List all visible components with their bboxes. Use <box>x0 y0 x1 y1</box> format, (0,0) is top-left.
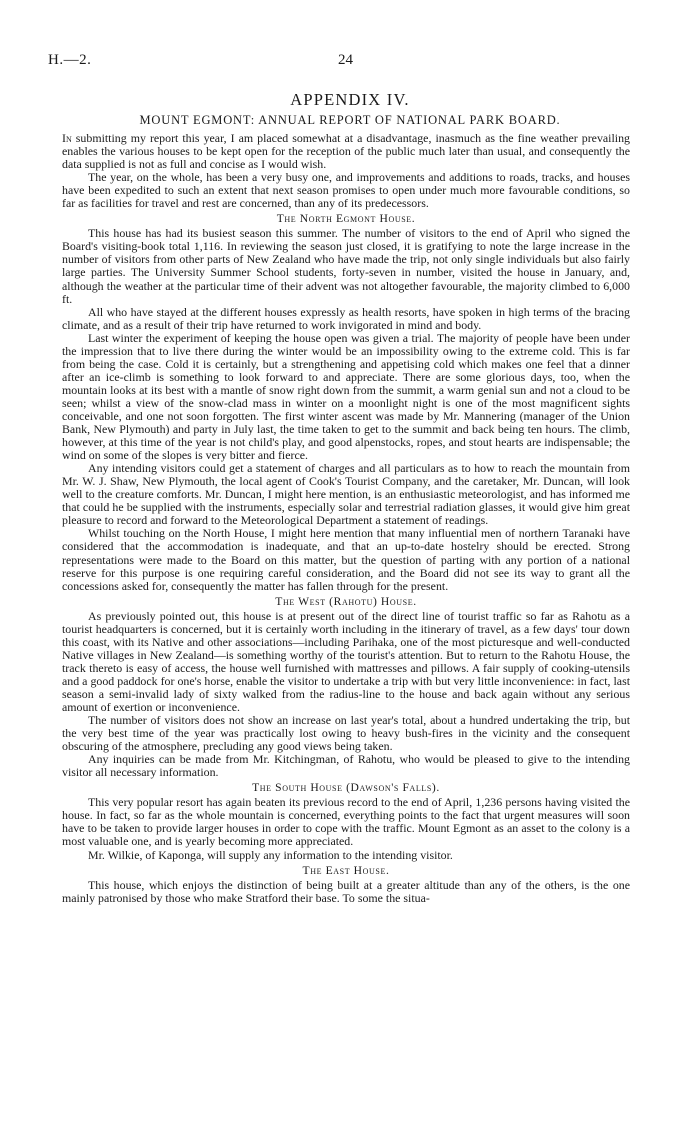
east-paragraph-1: This house, which enjoys the distinction of being built at a greater altitude than any of the others, is the one mainly patronised by those who make Stratford their base. To some the situa- <box>62 877 630 905</box>
north-paragraph-4: Any intending visitors could get a statement of charges and all particulars as to how to reach the mountain from Mr. W. J. Shaw, New Plymouth, the local agent of Cook's Tourist Company, and the caretaker, Mr. Duncan, will look well to the creature comforts. Mr. Duncan, I might here mention, is an enthusiastic meteorologist, and has informed me that could he be supplied with the instruments, especially solar and terrestrial radiation glasses, it would give him great pleasure to record and forward to the Meteorological Department a statement of readings. <box>62 461 630 528</box>
section-heading-north: The North Egmont House. <box>276 212 416 226</box>
section-heading-west: The West (Rahotu) House. <box>275 594 417 608</box>
page-header-reference: H.—2. <box>48 52 92 68</box>
north-paragraph-2: All who have stayed at the different houses expressly as health resorts, have spoken in high terms of the bracing climate, and as a result of their trip have returned to work invigorated in mind and body. <box>62 304 630 332</box>
intro-paragraph-2: The year, on the whole, has been a very busy one, and improvements and additions to roads, tracks, and houses have been expedited to such an extent that next season promises to open under much more favourable conditions, so far as facilities for travel and rest are concerned, than any of its predecessors. <box>62 170 630 211</box>
section-heading-south: The South House (Dawson's Falls). <box>252 781 440 795</box>
west-paragraph-2: The number of visitors does not show an increase on last year's total, about a hundred undertaking the trip, but the very best time of the year was practically lost owing to heavy bush-fires in the vicinity and the consequent obscuring of the atmosphere, precluding any good views being taken. <box>62 713 630 754</box>
section-heading-east: The East House. <box>302 863 390 877</box>
north-paragraph-5: Whilst touching on the North House, I might here mention that many influential men of northern Taranaki have considered that the accommodation is inadequate, and that an up-to-date hostelry should be erected. Strong representations were made to the Board on this matter, but the question of parting with any portion of a national reserve for this purpose is one requiring careful consideration, and the Board did not see its way to grant all the concessions asked for, consequently the matter has fallen through for the present. <box>62 526 630 593</box>
south-paragraph-1: This very popular resort has again beaten its previous record to the end of April, 1,236 persons having visited the house. In fact, so far as the whole mountain is concerned, everything points to the fact that urgent measures will soon have to be taken to provide larger houses in order to cope with the traffic. Mount Egmont as an asset to the colony is a most valuable one, and is yearly becoming more appreciated. <box>62 795 630 849</box>
north-paragraph-1: This house has had its busiest season this summer. The number of visitors to the end of April who signed the Board's visiting-book total 1,116. In reviewing the season just closed, it is gratifying to note the large increase in the number of visitors from other parts of New Zealand who have made the trip, not only single individuals but also fairly large parties. The University Summer School students, forty-seven in number, visited the house in January, and, although the weather at the particular time of their advent was not altogether favourable, the majority climbed to 6,000 ft. <box>62 226 630 306</box>
intro-paragraph-1 <box>62 132 630 171</box>
report-subtitle: MOUNT EGMONT: ANNUAL REPORT OF NATIONAL PARK BOARD. <box>139 113 561 127</box>
appendix-title: APPENDIX IV. <box>290 90 410 109</box>
intro-paragraph-1-text: submitting my report this year, I am placed somewhat at a disadvantage, inasmuch as the fine weather prevailing enables the various houses to be kept open for the reception of the public much later than usual, and consequently the data supplied is not as full and concise as I would wish. <box>62 131 630 172</box>
intro-lead-word: In <box>62 131 72 145</box>
west-paragraph-1: As previously pointed out, this house is at present out of the direct line of tourist traffic so far as Rahotu as a tourist headquarters is concerned, but it is certainly worth including in the itinerary of travel, as a few days' tour down this coast, with its Native and other associations—including Parihaka, one of the most picturesque and well-conducted Native villages in New Zealand—is something worthy of the tourist's attention. But to return to the Rahotu House, the track thereto is easy of access, the house well furnished with mattresses and pillows. A fair supply of cooking-utensils and a good paddock for one's horse, enable the visitor to undertake a trip with but very little inconvenience: in fact, last season a semi-invalid lady of sixty walked from the radius-line to the house and back again without any serious amount of exertion or inconvenience. <box>62 608 630 715</box>
west-paragraph-3: Any inquiries can be made from Mr. Kitchingman, of Rahotu, who would be pleased to give to the intending visitor all necessary information. <box>62 752 630 780</box>
north-paragraph-3: Last winter the experiment of keeping the house open was given a trial. The majority of people have been under the impression that to live there during the winter would be an impossibility owing to the extreme cold. This is far from being the case. Cold it is certainly, but a strengthening and appetising cold which makes one feel that a dinner after an ice-climb is something to look forward to and appreciate. There are some glorious days, too, when the mountain looks at its best with a mantle of snow right down from the summit, a warm genial sun and not a cloud to be seen; whilst a view of the snow-clad mass in winter on a moonlight night is one of the most magnificent sights conceivable, and one not soon forgotten. The first winter ascent was made by Mr. Mannering (manager of the Union Bank, New Plymouth) and party in July last, the time taken to get to the summit and back being ten hours. The climb, however, at this time of the year is not child's play, and good alpenstocks, ropes, and stout hearts are indispensable; the wind on some of the slopes is very bitter and fierce. <box>62 330 630 463</box>
south-paragraph-2: Mr. Wilkie, of Kaponga, will supply any information to the intending visitor. <box>88 847 453 862</box>
page-number: 24 <box>338 52 353 68</box>
body-text <box>62 132 630 905</box>
